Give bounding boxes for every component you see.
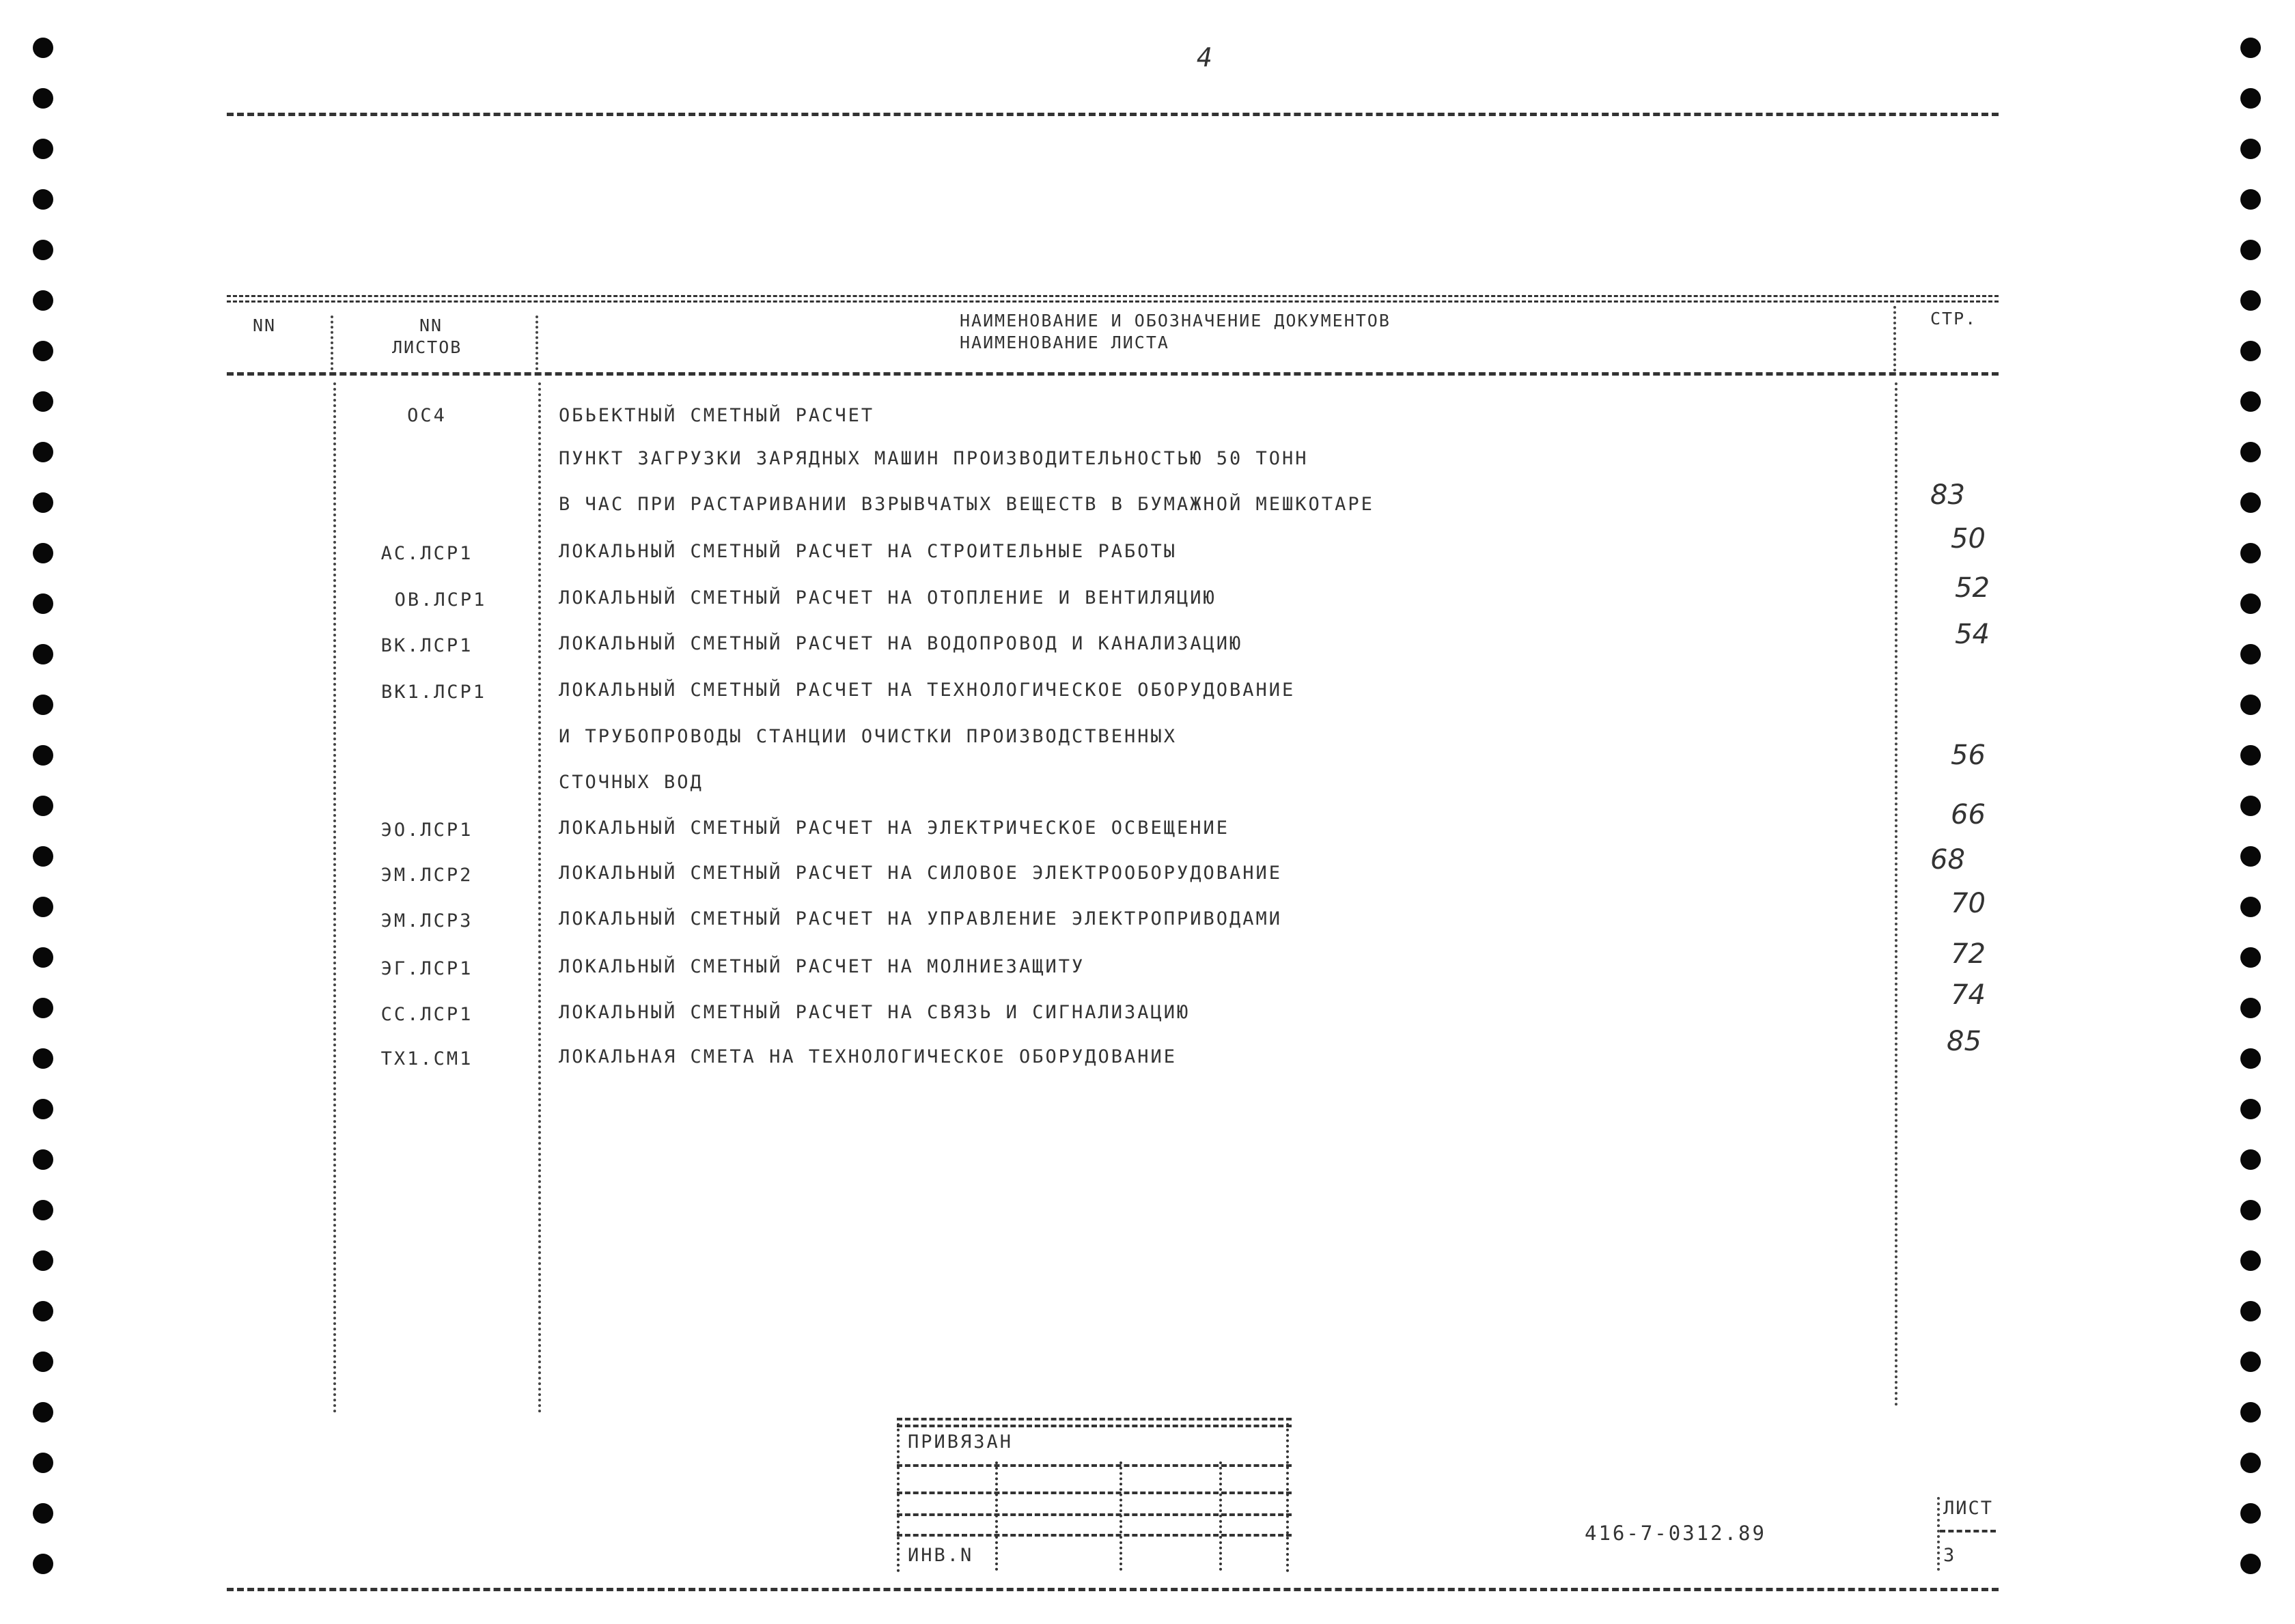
header-name-1: НАИМЕНОВАНИЕ И ОБОЗНАЧЕНИЕ ДОКУМЕНТОВ	[960, 311, 1391, 331]
document-number: 416-7-0312.89	[1585, 1522, 1766, 1545]
perforation-hole	[33, 846, 53, 867]
perforation-hole	[2240, 1301, 2261, 1321]
perforation-right	[0, 0, 27, 1624]
table-top-rule	[227, 295, 1999, 297]
stamp-divider	[897, 1418, 900, 1572]
perforation-hole	[2240, 1503, 2261, 1524]
perforation-hole	[2240, 1048, 2261, 1069]
perforation-hole	[33, 897, 53, 917]
perforation-hole	[2240, 695, 2261, 715]
perforation-hole	[33, 442, 53, 462]
row-page: 85	[1947, 1026, 1981, 1057]
header-name-2: НАИМЕНОВАНИЕ ЛИСТА	[960, 333, 1169, 352]
stamp-divider	[1286, 1418, 1289, 1572]
row-title: ЛОКАЛЬНЫЙ СМЕТНЫЙ РАСЧЕТ НА СТРОИТЕЛЬНЫЕ РАБОТЫ	[559, 541, 1178, 562]
perforation-hole	[33, 189, 53, 210]
row-code: СС.ЛСР1	[380, 1004, 473, 1025]
bottom-rule	[227, 1588, 1999, 1591]
row-title: ПУНКТ ЗАГРУЗКИ ЗАРЯДНЫХ МАШИН ПРОИЗВОДИТЕЛЬНОСТЬЮ 50 ТОНН	[559, 448, 1309, 469]
header-bottom-rule	[227, 372, 1999, 376]
sheet-label: ЛИСТ	[1943, 1498, 1994, 1519]
perforation-hole	[2240, 189, 2261, 210]
perforation-hole	[33, 38, 53, 58]
row-code: ВК1.ЛСР1	[380, 682, 487, 703]
perforation-hole	[33, 1453, 53, 1473]
row-code: ОС4	[407, 405, 447, 426]
stamp-linked-label: ПРИВЯЗАН	[908, 1431, 1014, 1453]
perforation-hole	[2240, 1352, 2261, 1372]
row-code: ЭГ.ЛСР1	[380, 958, 473, 979]
stamp-inv-label: ИНВ.N	[908, 1545, 974, 1566]
perforation-hole	[2240, 1554, 2261, 1574]
perforation-hole	[2240, 290, 2261, 311]
table-top-rule-2	[227, 300, 1999, 303]
perforation-hole	[33, 492, 53, 513]
row-title: ЛОКАЛЬНАЯ СМЕТА НА ТЕХНОЛОГИЧЕСКОЕ ОБОРУДОВАНИЕ	[559, 1046, 1178, 1067]
perforation-hole	[2240, 38, 2261, 58]
row-title: ЛОКАЛЬНЫЙ СМЕТНЫЙ РАСЧЕТ НА ВОДОПРОВОД И КАНАЛИЗАЦИЮ	[559, 633, 1243, 654]
header-sheets-2: ЛИСТОВ	[392, 337, 462, 357]
perforation-hole	[2240, 1149, 2261, 1170]
row-title: ЛОКАЛЬНЫЙ СМЕТНЫЙ РАСЧЕТ НА СВЯЗЬ И СИГНАЛИЗАЦИЮ	[559, 1002, 1191, 1023]
row-code: ЭМ.ЛСР2	[380, 865, 473, 886]
perforation-hole	[33, 88, 53, 109]
stamp-rule	[897, 1464, 1292, 1467]
row-page: 54	[1955, 619, 1990, 650]
stamp-divider	[1219, 1461, 1222, 1571]
perforation-hole	[33, 593, 53, 614]
row-title: ЛОКАЛЬНЫЙ СМЕТНЫЙ РАСЧЕТ НА УПРАВЛЕНИЕ ЭЛЕКТРОПРИВОДАМИ	[559, 908, 1283, 929]
row-code: ВК.ЛСР1	[380, 635, 473, 656]
divider-header-3	[1893, 306, 1896, 372]
perforation-hole	[33, 1149, 53, 1170]
perforation-hole	[2240, 442, 2261, 462]
stamp-rule	[897, 1513, 1292, 1516]
perforation-hole	[33, 796, 53, 816]
perforation-hole	[2240, 998, 2261, 1018]
perforation-hole	[2240, 1200, 2261, 1220]
perforation-hole	[33, 644, 53, 664]
perforation-hole	[33, 695, 53, 715]
row-title: ЛОКАЛЬНЫЙ СМЕТНЫЙ РАСЧЕТ НА СИЛОВОЕ ЭЛЕКТРООБОРУДОВАНИЕ	[559, 863, 1283, 884]
perforation-hole	[2240, 240, 2261, 260]
row-title: ЛОКАЛЬНЫЙ СМЕТНЫЙ РАСЧЕТ НА ОТОПЛЕНИЕ И ВЕНТИЛЯЦИЮ	[559, 587, 1216, 608]
perforation-hole	[33, 290, 53, 311]
perforation-hole	[2240, 593, 2261, 614]
stamp-rule	[897, 1492, 1292, 1494]
perforation-hole	[33, 1554, 53, 1574]
page-number: 4	[1197, 42, 1212, 72]
divider-col-3	[1895, 382, 1897, 1407]
perforation-hole	[33, 1200, 53, 1220]
perforation-hole	[33, 1099, 53, 1119]
perforation-hole	[2240, 1402, 2261, 1423]
stamp-divider	[1119, 1461, 1122, 1571]
row-title: И ТРУБОПРОВОДЫ СТАНЦИИ ОЧИСТКИ ПРОИЗВОДСТВЕННЫХ	[559, 726, 1178, 747]
approval-stamp	[897, 1418, 1292, 1572]
perforation-hole	[2240, 1250, 2261, 1271]
row-page: 56	[1951, 740, 1986, 771]
perforation-hole	[2240, 846, 2261, 867]
stamp-rule	[897, 1418, 1292, 1420]
perforation-hole	[2240, 139, 2261, 159]
perforation-hole	[2240, 88, 2261, 109]
row-title: СТОЧНЫХ ВОД	[559, 772, 704, 793]
perforation-hole	[33, 998, 53, 1018]
sheet-divider	[1937, 1497, 1940, 1571]
perforation-hole	[33, 947, 53, 968]
row-page: 66	[1951, 799, 1986, 830]
perforation-hole	[33, 341, 53, 361]
divider-col-1	[333, 382, 336, 1414]
row-page: 74	[1951, 979, 1986, 1011]
row-code: ОВ.ЛСР1	[394, 589, 487, 611]
sheet-number: 3	[1943, 1545, 1955, 1566]
row-page: 83	[1930, 479, 1965, 511]
perforation-hole	[2240, 644, 2261, 664]
row-page: 52	[1955, 572, 1990, 604]
sheet-rule	[1940, 1530, 1996, 1532]
row-title: ЛОКАЛЬНЫЙ СМЕТНЫЙ РАСЧЕТ НА МОЛНИЕЗАЩИТУ	[559, 956, 1085, 977]
row-page: 70	[1951, 888, 1986, 919]
header-sheets-1: NN	[419, 316, 443, 335]
perforation-hole	[2240, 1453, 2261, 1473]
perforation-hole	[2240, 492, 2261, 513]
row-title: ЛОКАЛЬНЫЙ СМЕТНЫЙ РАСЧЕТ НА ТЕХНОЛОГИЧЕСКОЕ ОБОРУДОВАНИЕ	[559, 680, 1296, 701]
row-page: 72	[1951, 938, 1986, 970]
row-code: ЭМ.ЛСР3	[380, 910, 473, 932]
divider-header-1	[331, 316, 333, 370]
perforation-hole	[2240, 543, 2261, 563]
perforation-hole	[2240, 745, 2261, 766]
perforation-hole	[33, 1048, 53, 1069]
row-code: ТХ1.СМ1	[380, 1048, 473, 1069]
stamp-divider	[995, 1461, 998, 1571]
perforation-hole	[2240, 947, 2261, 968]
perforation-hole	[2240, 1099, 2261, 1119]
row-page: 68	[1930, 844, 1965, 876]
header-page: СТР.	[1930, 309, 1977, 328]
row-title: ОБЬЕКТНЫЙ СМЕТНЫЙ РАСЧЕТ	[559, 405, 875, 426]
top-rule	[227, 113, 1999, 116]
perforation-hole	[33, 1402, 53, 1423]
row-code: АС.ЛСР1	[380, 543, 473, 564]
header-nn: NN	[253, 316, 277, 335]
perforation-hole	[33, 391, 53, 412]
stamp-rule	[897, 1534, 1292, 1537]
row-title: В ЧАС ПРИ РАСТАРИВАНИИ ВЗРЫВЧАТЫХ ВЕЩЕСТВ В БУМАЖНОЙ МЕШКОТАРЕ	[559, 494, 1374, 515]
divider-header-2	[536, 316, 538, 370]
row-code: ЭО.ЛСР1	[380, 820, 473, 841]
perforation-hole	[33, 1301, 53, 1321]
perforation-hole	[33, 139, 53, 159]
perforation-hole	[2240, 897, 2261, 917]
perforation-hole	[33, 543, 53, 563]
perforation-hole	[2240, 391, 2261, 412]
perforation-hole	[2240, 796, 2261, 816]
perforation-hole	[2240, 341, 2261, 361]
divider-col-2	[538, 382, 541, 1414]
perforation-hole	[33, 1352, 53, 1372]
perforation-hole	[33, 1503, 53, 1524]
perforation-hole	[33, 240, 53, 260]
row-page: 50	[1951, 523, 1986, 555]
stamp-rule	[897, 1425, 1292, 1427]
row-title: ЛОКАЛЬНЫЙ СМЕТНЫЙ РАСЧЕТ НА ЭЛЕКТРИЧЕСКОЕ ОСВЕЩЕНИЕ	[559, 817, 1230, 839]
perforation-hole	[33, 745, 53, 766]
perforation-hole	[33, 1250, 53, 1271]
